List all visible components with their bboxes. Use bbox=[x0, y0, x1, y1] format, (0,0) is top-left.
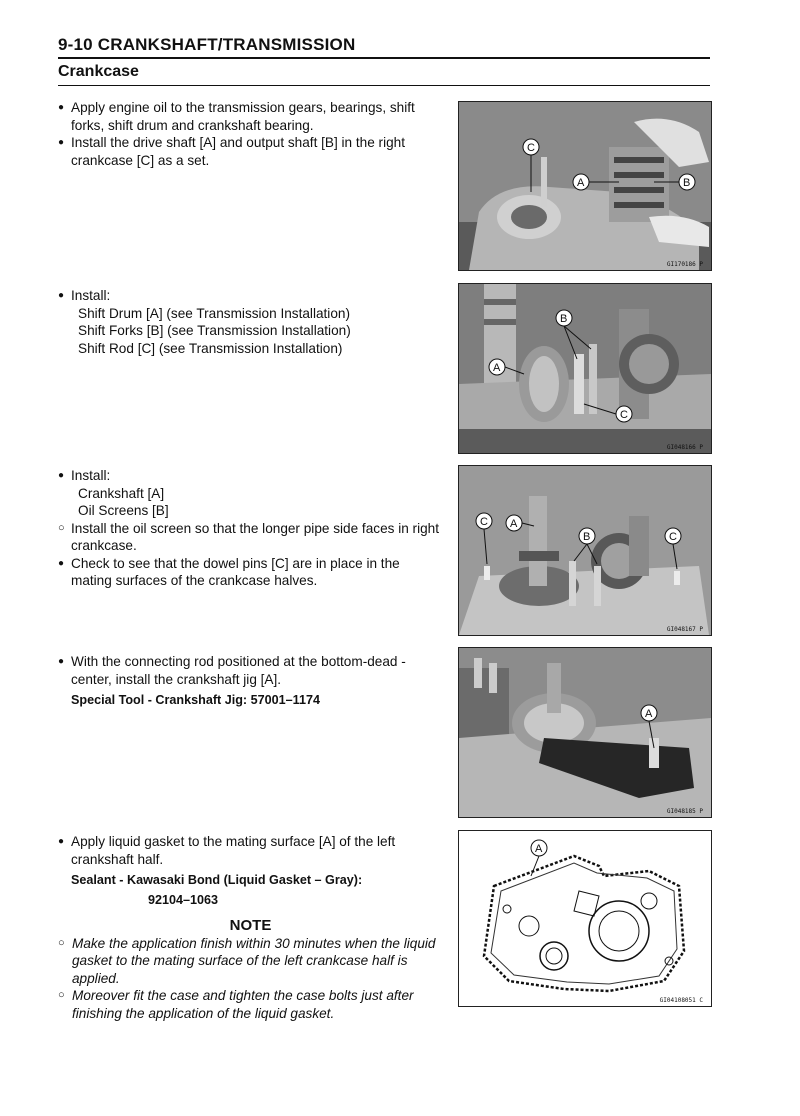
step-5-diagram bbox=[458, 830, 712, 1007]
callout-a: A bbox=[577, 177, 585, 189]
step-5-text bbox=[58, 833, 443, 1022]
callout-b: B bbox=[583, 531, 591, 543]
list-item: Oil Screens [B] bbox=[78, 503, 169, 518]
note-item: ○ Make the application finish within 30 minutes when the liquid gasket to the mating surface of the left crankcase half is applied. bbox=[58, 935, 443, 988]
figure-code: GI04108051 C bbox=[659, 997, 703, 1004]
callout-a: A bbox=[493, 362, 501, 374]
bullet-text: ● Install the drive shaft [A] and output shaft [B] in the right crankcase [C] as a set. bbox=[58, 134, 443, 169]
page-header bbox=[58, 33, 710, 86]
sub-step-text: ○ Install the oil screen so that the longer pipe side faces in right crankcase. bbox=[58, 520, 443, 555]
list-item: Crankshaft [A] bbox=[78, 485, 165, 501]
step-3-text bbox=[58, 467, 443, 590]
step-1-photo bbox=[458, 101, 712, 271]
callout-c: C bbox=[669, 531, 677, 543]
step-2-photo bbox=[458, 283, 712, 454]
list-item: Shift Forks [B] (see Transmission Installation) bbox=[78, 323, 351, 338]
callout-c: C bbox=[480, 516, 488, 528]
callout-a: A bbox=[510, 518, 518, 530]
step-1-text bbox=[58, 99, 443, 169]
bullet-text: ● With the connecting rod positioned at the bottom-dead -center, install the crankshaft jig [A]. bbox=[58, 653, 443, 688]
callout-c: C bbox=[620, 409, 628, 421]
step-4-photo bbox=[458, 647, 712, 818]
bullet-text: ● Apply engine oil to the transmission gears, bearings, shift forks, shift drum and crankshaft bearing. bbox=[58, 99, 443, 134]
bullet-text: ● Apply liquid gasket to the mating surface [A] of the left crankshaft half. bbox=[58, 833, 443, 868]
callout-b: B bbox=[560, 313, 568, 325]
section-title: Crankcase bbox=[58, 63, 139, 80]
callout-b: B bbox=[683, 177, 691, 189]
callout-c: C bbox=[527, 142, 535, 154]
callout-a: A bbox=[535, 843, 543, 855]
figure-code: GI048185 P bbox=[666, 808, 703, 815]
figure-code: GI048166 P bbox=[666, 444, 703, 451]
step-2-text bbox=[58, 287, 443, 357]
callout-a: A bbox=[645, 708, 653, 720]
note-title: NOTE bbox=[229, 917, 272, 934]
note-item: ○ Moreover fit the case and tighten the case bolts just after finishing the application of the liquid gasket. bbox=[58, 987, 443, 1022]
list-item: Shift Drum [A] (see Transmission Installation) bbox=[78, 305, 350, 321]
bullet-text: ● Install: bbox=[58, 287, 443, 305]
bullet-text: ● Check to see that the dowel pins [C] are in place in the mating surfaces of the crankcase halves. bbox=[58, 555, 443, 590]
step-4-text bbox=[58, 653, 443, 710]
bullet-text: ● Install: bbox=[58, 467, 443, 485]
page-title: 9-10 CRANKSHAFT/TRANSMISSION bbox=[58, 35, 356, 54]
list-item: Shift Rod [C] (see Transmission Installation) bbox=[78, 340, 343, 356]
special-tool: Special Tool - Crankshaft Jig: 57001–1174 bbox=[71, 693, 320, 707]
figure-code: GI170186 P bbox=[666, 261, 703, 268]
sealant-part-number: 92104–1063 bbox=[148, 892, 219, 907]
section-rule bbox=[58, 85, 710, 86]
figure-code: GI048167 P bbox=[666, 626, 703, 633]
sealant-label: Sealant - Kawasaki Bond (Liquid Gasket – Gray): bbox=[71, 873, 363, 887]
step-3-photo bbox=[458, 465, 712, 636]
title-rule bbox=[58, 57, 710, 59]
